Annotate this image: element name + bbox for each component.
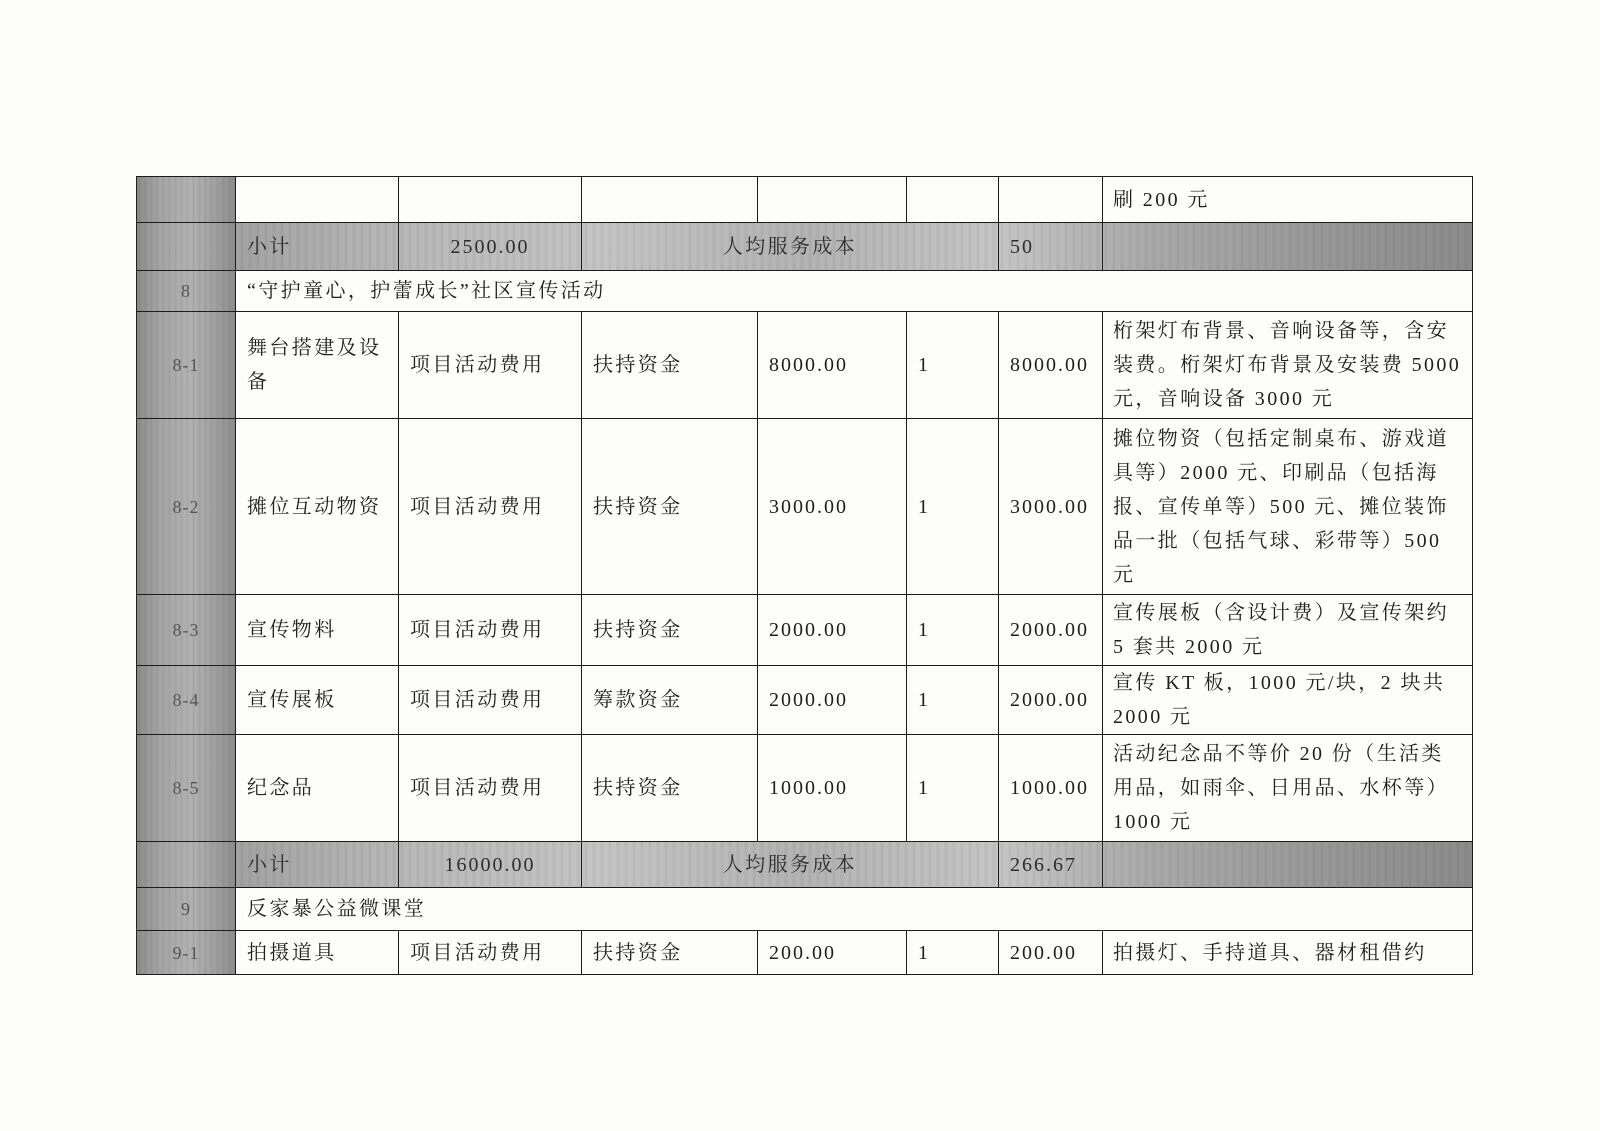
expense-category: 项目活动费用 [399, 735, 582, 842]
empty-cell [1103, 842, 1473, 888]
fund-source: 扶持资金 [582, 312, 758, 419]
note-line: 具等）2000 元、印刷品（包括海 [1113, 461, 1439, 484]
empty-cell [907, 177, 999, 223]
budget-row [137, 666, 1473, 735]
quantity: 1 [907, 595, 999, 666]
section-title: 反家暴公益微课堂 [236, 888, 1473, 931]
budget-row [137, 595, 1473, 666]
unit-price: 200.00 [758, 931, 907, 975]
section-row [137, 888, 1473, 931]
fund-source: 筹款资金 [582, 666, 758, 735]
note-line: 桁架灯布背景、音响设备等，含安 [1113, 320, 1449, 342]
item-name: 摊位互动物资 [236, 419, 399, 595]
section-row [137, 271, 1473, 312]
subtotal-amount: 16000.00 [399, 842, 582, 888]
item-number: 8-1 [137, 312, 236, 419]
section-title: “守护童心，护蕾成长”社区宣传活动 [236, 271, 1473, 312]
empty-cell [758, 177, 907, 223]
empty-cell [399, 177, 582, 223]
subtotal-label: 小计 [236, 223, 399, 271]
item-name: 宣传物料 [236, 595, 399, 666]
note-line: 摊位物资（包括定制桌布、游戏道 [1113, 427, 1449, 450]
unit-price: 2000.00 [758, 666, 907, 735]
budget-table [136, 176, 1473, 975]
note-line: 品一批（包括气球、彩带等）500 [1113, 529, 1442, 552]
item-note [1103, 312, 1473, 419]
unit-price: 3000.00 [758, 419, 907, 595]
quantity: 1 [907, 666, 999, 735]
note-line: 装费。桁架灯布背景及安装费 5000 [1113, 354, 1462, 376]
line-total: 200.00 [999, 931, 1103, 975]
empty-cell [582, 177, 758, 223]
note-line: 5 套共 2000 元 [1113, 636, 1265, 658]
note-line: 元 [1113, 563, 1136, 586]
item-number: 8-5 [137, 735, 236, 842]
note-line: 报、宣传单等）500 元、摊位装饰 [1113, 495, 1449, 518]
section-number: 9 [137, 888, 236, 931]
quantity: 1 [907, 312, 999, 419]
item-number: 8-4 [137, 666, 236, 735]
expense-category: 项目活动费用 [399, 312, 582, 419]
note-line: 刷 200 元 [1113, 188, 1210, 211]
expense-category: 项目活动费用 [399, 595, 582, 666]
expense-category: 项目活动费用 [399, 419, 582, 595]
budget-row [137, 735, 1473, 842]
item-number: 8-3 [137, 595, 236, 666]
quantity: 1 [907, 419, 999, 595]
line-total: 2000.00 [999, 595, 1103, 666]
per-capita-cost: 50 [999, 223, 1103, 271]
note-line: 宣传展板（含设计费）及宣传架约 [1113, 602, 1449, 624]
unit-price: 2000.00 [758, 595, 907, 666]
fund-source: 扶持资金 [582, 595, 758, 666]
section-number: 8 [137, 271, 236, 312]
note-line: 宣传 KT 板，1000 元/块，2 块共 [1113, 672, 1446, 694]
line-total: 2000.00 [999, 666, 1103, 735]
note-line: 1000 元 [1113, 811, 1193, 833]
row-number-cell [137, 177, 236, 223]
budget-row [137, 931, 1473, 975]
item-note [1103, 931, 1473, 975]
item-note [1103, 177, 1473, 223]
expense-category: 项目活动费用 [399, 666, 582, 735]
unit-price: 8000.00 [758, 312, 907, 419]
note-line: 拍摄灯、手持道具、器材租借约 [1113, 941, 1427, 964]
note-line: 元，音响设备 3000 元 [1113, 388, 1335, 410]
item-note [1103, 735, 1473, 842]
per-capita-label: 人均服务成本 [582, 223, 999, 271]
quantity: 1 [907, 735, 999, 842]
item-name: 拍摄道具 [236, 931, 399, 975]
per-capita-cost: 266.67 [999, 842, 1103, 888]
item-number: 9-1 [137, 931, 236, 975]
line-total: 3000.00 [999, 419, 1103, 595]
fund-source: 扶持资金 [582, 931, 758, 975]
row-number-cell [137, 842, 236, 888]
item-note [1103, 419, 1473, 595]
quantity: 1 [907, 931, 999, 975]
line-total: 8000.00 [999, 312, 1103, 419]
subtotal-label: 小计 [236, 842, 399, 888]
budget-row [137, 312, 1473, 419]
empty-cell [1103, 223, 1473, 271]
subtotal-row [137, 223, 1473, 271]
subtotal-amount: 2500.00 [399, 223, 582, 271]
per-capita-label: 人均服务成本 [582, 842, 999, 888]
row-number-cell [137, 223, 236, 271]
fund-source: 扶持资金 [582, 735, 758, 842]
item-name: 纪念品 [236, 735, 399, 842]
item-name: 舞台搭建及设备 [236, 312, 399, 419]
empty-cell [999, 177, 1103, 223]
carryover-row [137, 177, 1473, 223]
item-note [1103, 666, 1473, 735]
note-line: 活动纪念品不等价 20 份（生活类 [1113, 743, 1444, 765]
budget-row [137, 419, 1473, 595]
subtotal-row [137, 842, 1473, 888]
expense-category: 项目活动费用 [399, 931, 582, 975]
empty-cell [236, 177, 399, 223]
note-line: 用品，如雨伞、日用品、水杯等） [1113, 777, 1449, 799]
line-total: 1000.00 [999, 735, 1103, 842]
item-name: 宣传展板 [236, 666, 399, 735]
fund-source: 扶持资金 [582, 419, 758, 595]
item-number: 8-2 [137, 419, 236, 595]
unit-price: 1000.00 [758, 735, 907, 842]
item-note [1103, 595, 1473, 666]
note-line: 2000 元 [1113, 706, 1193, 728]
